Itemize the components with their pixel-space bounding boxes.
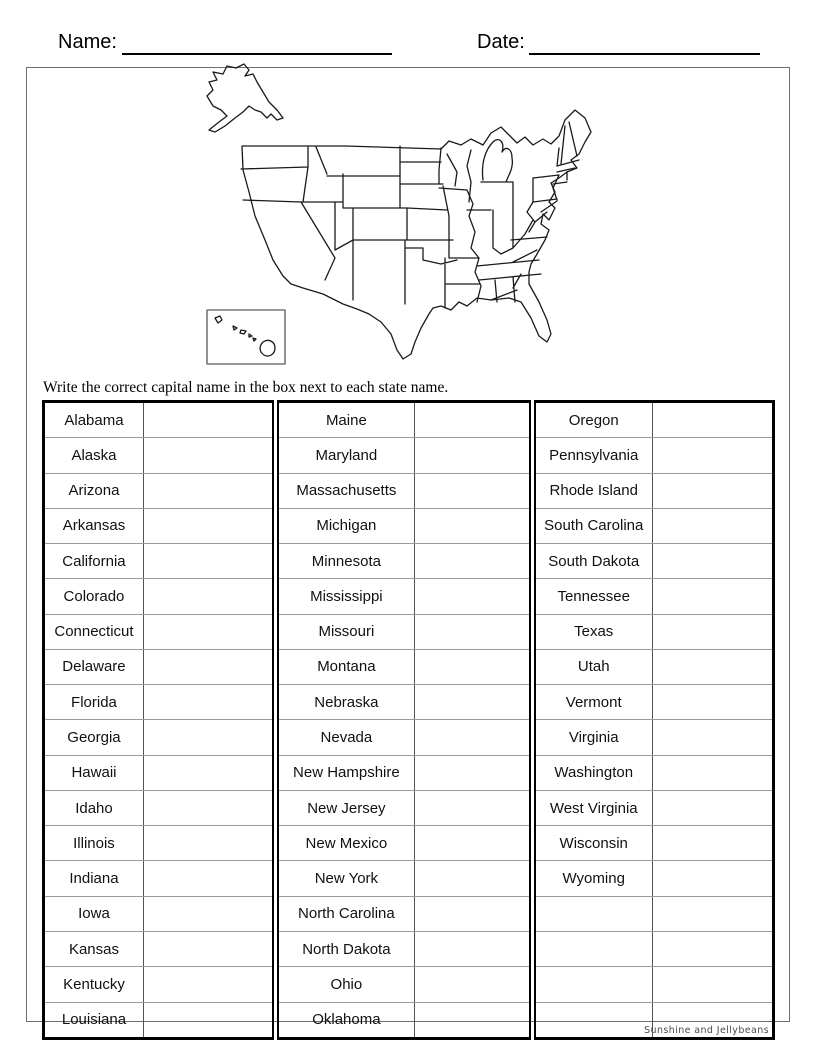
state-name-cell: Arizona (44, 473, 144, 508)
capital-answer-box[interactable] (143, 402, 275, 438)
state-name-cell: Pennsylvania (532, 438, 652, 473)
capital-answer-box[interactable] (143, 685, 275, 720)
date-input-line[interactable] (529, 33, 760, 55)
table-row (44, 790, 774, 825)
state-name-cell: Nevada (276, 720, 414, 755)
continental-us-outline (242, 110, 591, 359)
table-row (44, 826, 774, 861)
table-row (44, 896, 774, 931)
state-name-cell: Washington (532, 755, 652, 790)
state-name-cell: Texas (532, 614, 652, 649)
table-row (44, 579, 774, 614)
state-name-cell: Alaska (44, 438, 144, 473)
capital-answer-box[interactable] (652, 579, 773, 614)
capital-answer-box[interactable] (652, 402, 773, 438)
capital-answer-box[interactable] (414, 720, 532, 755)
state-name-cell: Kansas (44, 931, 144, 966)
capital-answer-box[interactable] (414, 826, 532, 861)
state-name-cell: Nebraska (276, 685, 414, 720)
state-name-cell: New Hampshire (276, 755, 414, 790)
table-row (44, 402, 774, 438)
state-name-cell: Wisconsin (532, 826, 652, 861)
capital-answer-box[interactable] (652, 790, 773, 825)
state-name-cell: Massachusetts (276, 473, 414, 508)
instruction-text: Write the correct capital name in the box next to each state name. (43, 379, 449, 396)
capital-answer-box[interactable] (414, 544, 532, 579)
alaska-outline (207, 64, 283, 132)
table-row (44, 649, 774, 684)
state-name-cell (532, 896, 652, 931)
capital-answer-box[interactable] (143, 649, 275, 684)
capital-answer-box[interactable] (652, 649, 773, 684)
credit-text: Sunshine and Jellybeans (644, 1025, 769, 1036)
state-name-cell: Georgia (44, 720, 144, 755)
table-row (44, 614, 774, 649)
state-name-cell: Maryland (276, 438, 414, 473)
us-states-outline-map (195, 62, 605, 368)
capital-answer-box[interactable] (143, 826, 275, 861)
capital-answer-box[interactable] (414, 1002, 532, 1038)
capital-answer-box[interactable] (143, 755, 275, 790)
date-label: Date: (477, 31, 525, 53)
state-name-cell: Colorado (44, 579, 144, 614)
capital-answer-box[interactable] (143, 614, 275, 649)
capital-answer-box[interactable] (414, 508, 532, 543)
state-name-cell: Missouri (276, 614, 414, 649)
state-name-cell: Alabama (44, 402, 144, 438)
state-name-cell: Montana (276, 649, 414, 684)
state-name-cell: Delaware (44, 649, 144, 684)
table-row (44, 508, 774, 543)
state-name-cell: Michigan (276, 508, 414, 543)
table-row (44, 720, 774, 755)
capital-answer-box[interactable] (414, 931, 532, 966)
table-row (44, 544, 774, 579)
capital-answer-box[interactable] (143, 1002, 275, 1038)
capital-answer-box[interactable] (652, 755, 773, 790)
capital-answer-box[interactable] (414, 402, 532, 438)
state-name-cell: West Virginia (532, 790, 652, 825)
state-name-cell: New York (276, 861, 414, 896)
capital-answer-box[interactable] (414, 473, 532, 508)
capital-answer-box[interactable] (652, 614, 773, 649)
state-name-cell: New Jersey (276, 790, 414, 825)
table-row (44, 438, 774, 473)
capital-answer-box[interactable] (143, 896, 275, 931)
capital-answer-box[interactable] (414, 614, 532, 649)
capital-answer-box[interactable] (652, 967, 773, 1002)
capital-answer-box[interactable] (414, 755, 532, 790)
capital-answer-box[interactable] (652, 896, 773, 931)
state-name-cell: Hawaii (44, 755, 144, 790)
capital-answer-box[interactable] (143, 473, 275, 508)
capital-answer-box[interactable] (652, 685, 773, 720)
state-name-cell: Connecticut (44, 614, 144, 649)
capital-answer-box[interactable] (414, 685, 532, 720)
state-name-cell (532, 1002, 652, 1038)
capital-answer-box[interactable] (652, 861, 773, 896)
state-name-cell: Oklahoma (276, 1002, 414, 1038)
capital-answer-box[interactable] (143, 931, 275, 966)
capital-answer-box[interactable] (414, 896, 532, 931)
hawaii-islands (215, 316, 275, 356)
capital-answer-box[interactable] (143, 544, 275, 579)
table-row (44, 473, 774, 508)
state-name-cell: Mississippi (276, 579, 414, 614)
state-name-cell: Illinois (44, 826, 144, 861)
table-row (44, 685, 774, 720)
state-name-cell: Virginia (532, 720, 652, 755)
capital-answer-box[interactable] (652, 826, 773, 861)
state-name-cell: Idaho (44, 790, 144, 825)
states-table-body (44, 402, 774, 1039)
state-name-cell (532, 967, 652, 1002)
table-row (44, 755, 774, 790)
state-name-cell: Rhode Island (532, 473, 652, 508)
state-name-cell (532, 931, 652, 966)
capital-answer-box[interactable] (143, 790, 275, 825)
state-name-cell: New Mexico (276, 826, 414, 861)
state-name-cell: North Carolina (276, 896, 414, 931)
capital-answer-box[interactable] (414, 579, 532, 614)
capital-answer-box[interactable] (414, 790, 532, 825)
state-name-cell: Arkansas (44, 508, 144, 543)
state-name-cell: Maine (276, 402, 414, 438)
states-table (42, 400, 775, 1040)
capital-answer-box[interactable] (143, 579, 275, 614)
state-name-cell: Oregon (532, 402, 652, 438)
state-name-cell: California (44, 544, 144, 579)
capital-answer-box[interactable] (143, 967, 275, 1002)
capital-answer-box[interactable] (652, 508, 773, 543)
capital-answer-box[interactable] (143, 720, 275, 755)
state-name-cell: Kentucky (44, 967, 144, 1002)
state-name-cell: Indiana (44, 861, 144, 896)
capital-answer-box[interactable] (143, 438, 275, 473)
capital-answer-box[interactable] (414, 967, 532, 1002)
capital-answer-box[interactable] (652, 473, 773, 508)
table-row (44, 861, 774, 896)
state-name-cell: Tennessee (532, 579, 652, 614)
state-name-cell: Florida (44, 685, 144, 720)
capital-answer-box[interactable] (414, 861, 532, 896)
capital-answer-box[interactable] (414, 438, 532, 473)
table-row (44, 967, 774, 1002)
capital-answer-box[interactable] (143, 508, 275, 543)
state-name-cell: Minnesota (276, 544, 414, 579)
capital-answer-box[interactable] (652, 931, 773, 966)
state-name-cell: Utah (532, 649, 652, 684)
capital-answer-box[interactable] (652, 720, 773, 755)
state-name-cell: Ohio (276, 967, 414, 1002)
table-row (44, 931, 774, 966)
state-name-cell: North Dakota (276, 931, 414, 966)
capital-answer-box[interactable] (414, 649, 532, 684)
capital-answer-box[interactable] (652, 438, 773, 473)
hawaii-inset-box (207, 310, 285, 364)
name-label: Name: (58, 31, 117, 53)
state-name-cell: Vermont (532, 685, 652, 720)
state-name-cell: Iowa (44, 896, 144, 931)
state-name-cell: South Carolina (532, 508, 652, 543)
state-name-cell: Wyoming (532, 861, 652, 896)
capital-answer-box[interactable] (143, 861, 275, 896)
state-name-cell: South Dakota (532, 544, 652, 579)
state-name-cell: Louisiana (44, 1002, 144, 1038)
capital-answer-box[interactable] (652, 544, 773, 579)
name-input-line[interactable] (122, 33, 392, 55)
